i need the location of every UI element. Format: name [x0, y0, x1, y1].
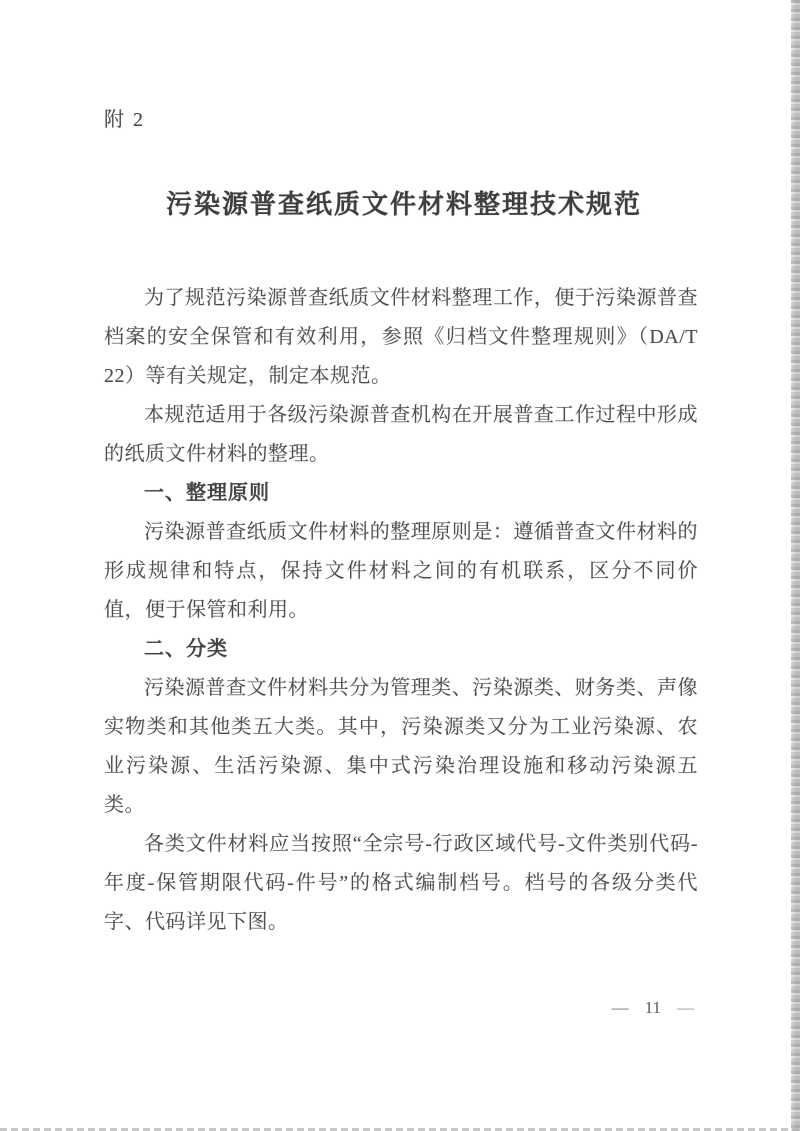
footer-dash-left: —: [611, 998, 629, 1017]
document-title: 污染源普查纸质文件材料整理技术规范: [165, 190, 642, 219]
paragraph-archive-number-format: 各类文件材料应当按照“全宗号-行政区域代号-文件类别代码-年度-保管期限代码-件号”的格式编制档号。档号的各级分类代字、代码详见下图。: [104, 833, 698, 933]
paragraph-categories: 污染源普查文件材料共分为管理类、污染源类、财务类、声像实物类和其他类五大类。其中，污染源类又分为工业污染源、农业污染源、生活污染源、集中式污染治理设施和移动污染源五类。: [104, 677, 698, 816]
paragraph-purpose: 为了规范污染源普查纸质文件材料整理工作，便于污染源普查档案的安全保管和有效利用，参照《归档文件整理规则》（DA/T 22）等有关规定，制定本规范。: [104, 287, 698, 387]
page-number: 11: [644, 998, 661, 1017]
footer-dash-right: —: [677, 998, 694, 1017]
paragraph-scope: 本规范适用于各级污染源普查机构在开展普查工作过程中形成的纸质文件材料的整理。: [104, 404, 698, 465]
scan-artifact-right-edge: [791, 0, 800, 1131]
attachment-label: 附 2: [104, 109, 145, 131]
page-footer: [612, 998, 694, 1018]
paragraph-principles: 污染源普查纸质文件材料的整理原则是：遵循普查文件材料的形成规律和特点，保持文件材料之间的有机联系，区分不同价值，便于保管和利用。: [104, 521, 698, 621]
section-heading-classification: 二、分类: [144, 638, 228, 660]
document-content: [104, 0, 698, 942]
section-heading-organizing-principles: 一、整理原则: [144, 482, 270, 504]
